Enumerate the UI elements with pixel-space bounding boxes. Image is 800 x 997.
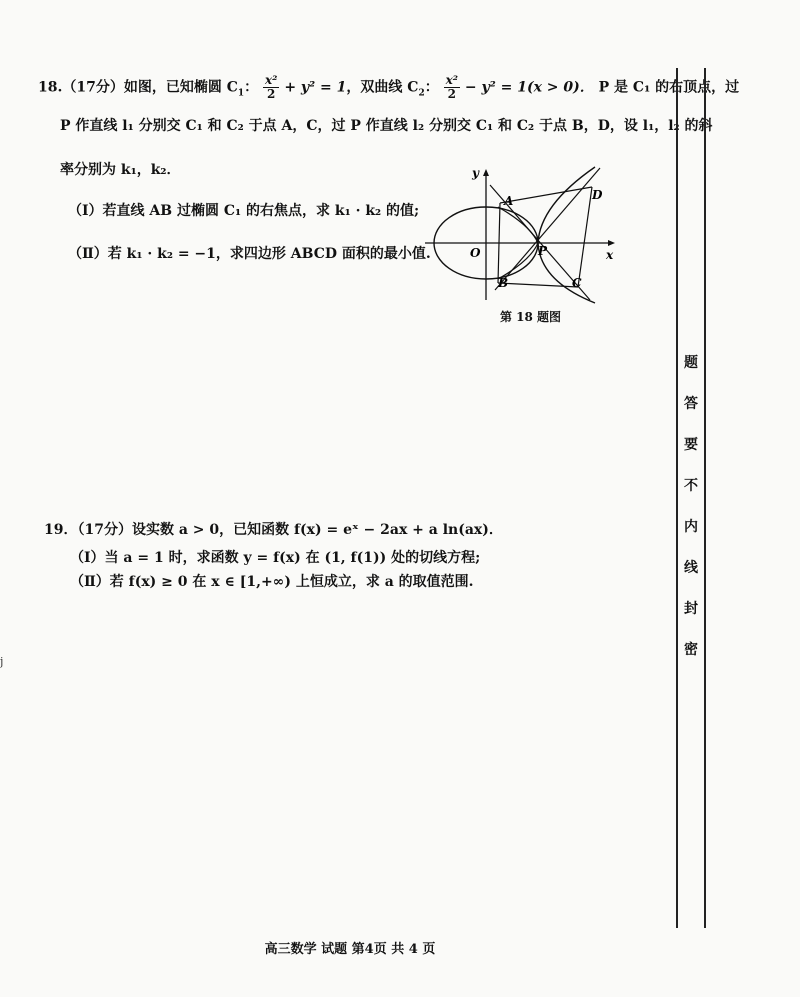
label-y: y — [472, 166, 479, 180]
label-c: C — [572, 276, 582, 290]
x-axis-arrow — [608, 240, 615, 246]
label-o: O — [470, 246, 481, 260]
q18-part1: （Ⅰ）若直线 AB 过椭圆 C₁ 的右焦点，求 k₁ · k₂ 的值; — [68, 203, 420, 219]
side-char-1: 题 — [684, 355, 698, 371]
y-axis-arrow — [483, 169, 489, 176]
segment-bc — [498, 283, 578, 287]
label-d: D — [592, 188, 603, 202]
side-char-7: 封 — [684, 601, 698, 617]
side-char-2: 答 — [684, 396, 698, 412]
side-char-3: 要 — [684, 437, 698, 453]
line-l2 — [495, 168, 600, 290]
hyperbola-fraction: $\frac{\text{x²}}{2}$ — [445, 73, 458, 101]
q18-number: 18.（17分） — [38, 79, 124, 96]
page-footer: 高三数学 试题 第4页 共 4 页 — [264, 942, 436, 957]
q19-part2: （Ⅱ）若 f(x) ≥ 0 在 x ∈ [1,+∞) 上恒成立，求 a 的取值范围. — [70, 574, 474, 590]
label-p: P — [538, 244, 548, 258]
side-char-8: 密 — [684, 642, 698, 658]
label-a: A — [504, 194, 514, 208]
ellipse-fraction: $\frac{\text{x²}}{2}$ — [265, 73, 278, 101]
label-x: x — [606, 248, 614, 262]
side-char-4: 不 — [684, 478, 698, 494]
edge-mark: j — [0, 655, 4, 668]
segment-dc — [578, 187, 592, 287]
q19-part1: （Ⅰ）当 a = 1 时，求函数 y = f(x) 在 (1, f(1)) 处的切线方程; — [70, 550, 481, 566]
label-b: B — [498, 276, 509, 290]
figure-caption: 第 18 题图 — [500, 310, 562, 324]
q18-figure — [420, 165, 620, 305]
q18-line3: 率分别为 k₁，k₂． — [60, 162, 181, 178]
segment-ad — [500, 187, 592, 203]
q18-line2: P 作直线 l₁ 分别交 C₁ 和 C₂ 于点 A，C，过 P 作直线 l₂ 分别交 C₁ 和 C₂ 于点 B，D，设 l₁，l₂ 的斜 — [60, 118, 713, 134]
side-char-5: 内 — [684, 519, 698, 535]
binding-column — [676, 68, 706, 928]
q18-part2: （Ⅱ）若 k₁ · k₂ = −1，求四边形 ABCD 面积的最小值. — [68, 246, 431, 262]
q18-line1: 18.（17分）如图，已知椭圆 $C_1$： $\frac{\text{x²}}{2}$ + y² = 1，双曲线 $C_2$： $\frac{\text{x²}}{2}$ − y² = 1(x > 0)． P 是 C₁ 的右顶点，过 — [38, 73, 740, 101]
side-char-6: 线 — [684, 560, 698, 576]
q19-line1: 19．（17分）设实数 a > 0，已知函数 f(x) = eˣ − 2ax + a ln(ax)． — [44, 522, 503, 538]
